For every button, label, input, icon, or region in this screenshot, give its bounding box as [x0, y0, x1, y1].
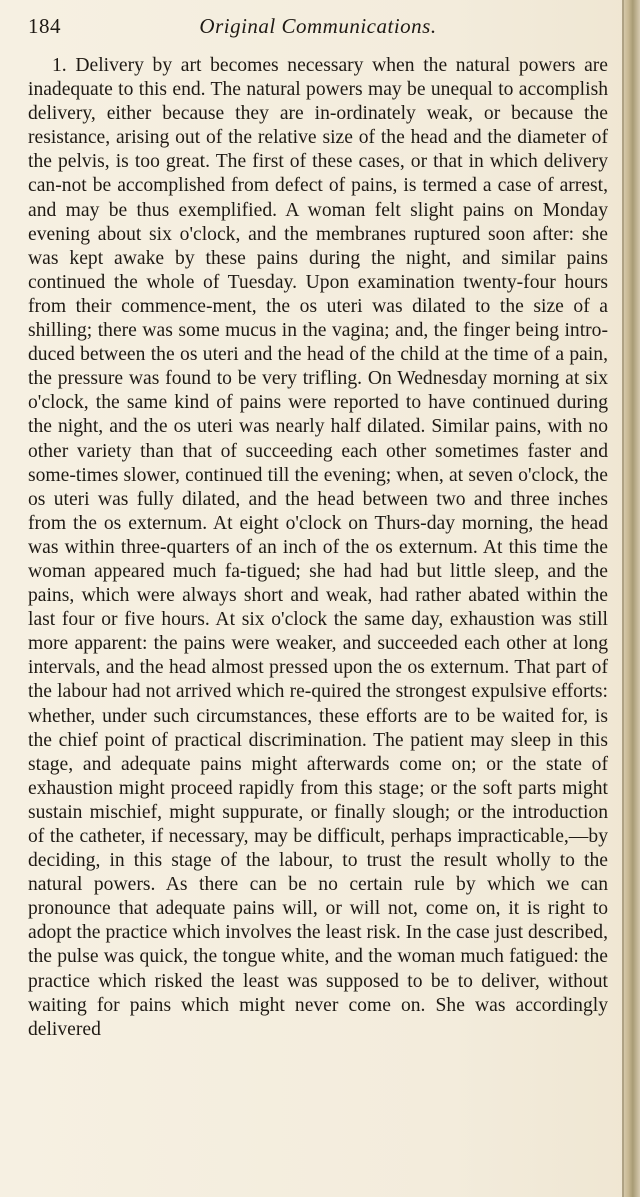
page-gutter-edge: [622, 0, 640, 1197]
page-gutter-line: [622, 0, 624, 1197]
running-head: Original Communications.: [199, 14, 437, 38]
body-paragraph: 1. Delivery by art becomes necessary when the natural powers are inadequate to this end. The natural powers may be unequal to accomplish delivery, either because they are in-ordinately weak, or because the resistance, arising out of the relative size of the head and the diameter of the pelvis, is too great. The first of these cases, or that in which delivery can-not be accomplished from defect of pains, is termed a case of arrest, and may be thus exemplified. A woman felt slight pains on Monday evening about six o'clock, and the membranes ruptured soon after: she was kept awake by these pains during the night, and similar pains continued the whole of Tuesday. Upon examination twenty-four hours from their commence-ment, the os uteri was dilated to the size of a shilling; there was some mucus in the vagina; and, the finger being intro-duced between the os uteri and the head of the child at the time of a pain, the pressure was found to be very trifling. On Wednesday morning at six o'clock, the same kind of pains were reported to have continued during the night, and the os uteri was nearly half dilated. Similar pains, with no other variety than that of succeeding each other sometimes faster and some-times slower, continued till the evening; when, at seven o'clock, the os uteri was fully dilated, and the head between two and three inches from the os externum. At eight o'clock on Thurs-day morning, the head was within three-quarters of an inch of the os externum. At this time the woman appeared much fa-tigued; she had had but little sleep, and the pains, which were always short and weak, had rather abated within the last four or five hours. At six o'clock the same day, exhaustion was still more apparent: the pains were weaker, and succeeded each other at long intervals, and the head almost pressed upon the os externum. That part of the labour had not arrived which re-quired the strongest expulsive efforts: whether, under such circumstances, these efforts are to be waited for, is the chief point of practical discrimination. The patient may sleep in this stage, and adequate pains might afterwards come on; or the state of exhaustion might proceed rapidly from this stage; or the soft parts might sustain mischief, might suppurate, or finally slough; or the introduction of the catheter, if necessary, may be difficult, perhaps impracticable,—by deciding, in this stage of the labour, to trust the result wholly to the natural powers. As there can be no certain rule by which we can pronounce that adequate pains will, or will not, come on, it is right to adopt the practice which involves the least risk. In the case just described, the pulse was quick, the tongue white, and the woman much fatigued: the practice which risked the least was supposed to be to deliver, without waiting for pains which might never come on. She was accordingly delivered: [28, 55, 608, 1040]
page-header: [28, 12, 608, 46]
page-number: 184: [28, 14, 61, 38]
